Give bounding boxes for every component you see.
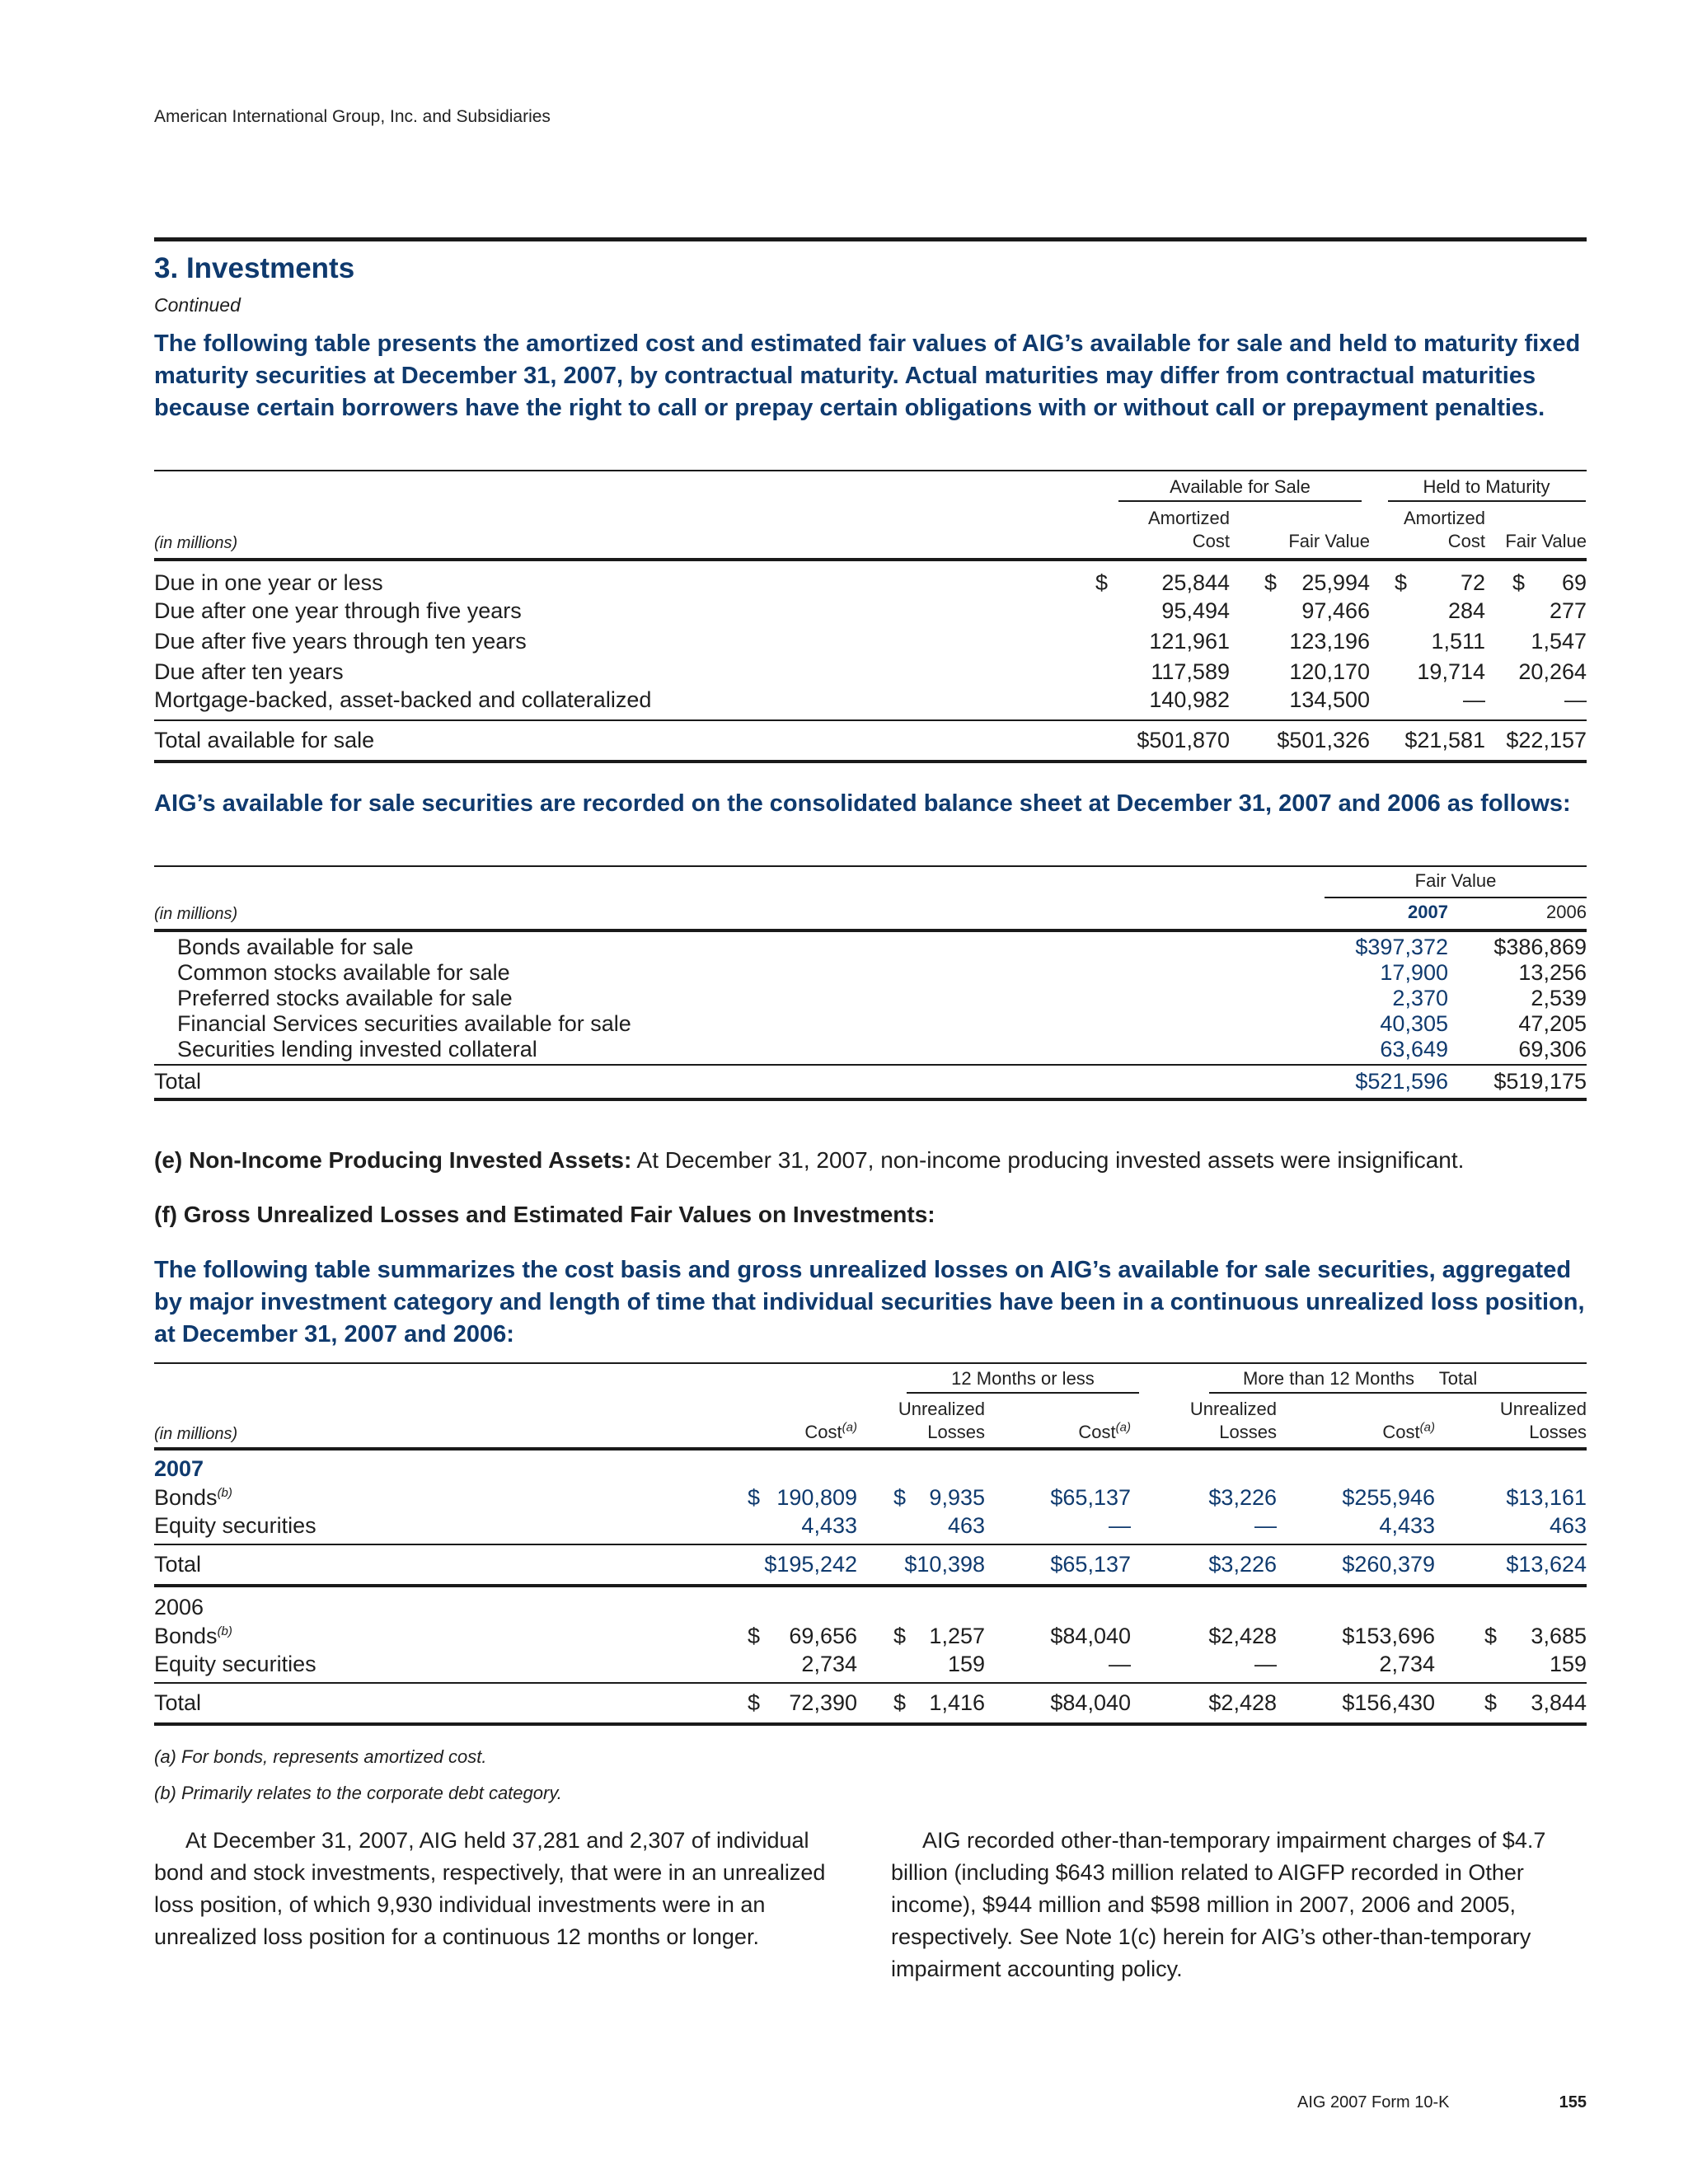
- col-losses: Losses: [927, 1422, 985, 1442]
- cell-value: 134,500: [1289, 687, 1370, 712]
- cell-value: —: [1254, 1513, 1277, 1538]
- row-label: Mortgage-backed, asset-backed and collateralized: [154, 687, 652, 712]
- total-label: Total available for sale: [154, 728, 375, 752]
- cell-value: $2,428: [1208, 1623, 1277, 1648]
- cell-value: $10,398: [904, 1552, 985, 1577]
- section-number: 3.: [154, 252, 179, 284]
- year-row: [154, 1586, 1587, 1620]
- total-label: Total: [154, 1069, 202, 1094]
- table-row: Bonds$^{(b)}$ $ 69,656 $ 1,257 $84,040 $2,428 $153,696 $ 3,685: [154, 1620, 1587, 1652]
- intro-paragraph-1: The following table presents the amortized cost and estimated fair values of AIG’s available for sale and held to maturity fixed maturity securities at December 31, 2007, by contractual maturity. Actual maturities may differ from contractual maturities because certain borrowers have the right to call or prepay certain obligations with or without call or prepayment penalties.: [154, 330, 1581, 421]
- cell-value: 2,539: [1531, 986, 1587, 1010]
- cell-value: 140,982: [1149, 687, 1230, 712]
- cell-value: 19,714: [1417, 659, 1485, 684]
- footer-document: AIG 2007 Form 10-K: [1297, 2093, 1450, 2111]
- col-cost: Cost: [1447, 531, 1485, 551]
- cell-value: 3,844: [1531, 1690, 1587, 1715]
- cell-value: $397,372: [1355, 935, 1448, 959]
- document-page: [154, 0, 1587, 2184]
- maturity-table: [154, 470, 1587, 763]
- cell-value: $156,430: [1342, 1690, 1435, 1715]
- cell-value: 159: [947, 1652, 985, 1676]
- year-label-2006: 2006: [154, 1595, 204, 1619]
- group-total: [1323, 1368, 1587, 1394]
- cell-value: $195,242: [764, 1552, 857, 1577]
- cell-value: $65,137: [1050, 1484, 1131, 1510]
- cell-value: $65,137: [1050, 1552, 1131, 1577]
- units-label: (in millions): [154, 1425, 238, 1443]
- year-2006-header: 2006: [1546, 902, 1587, 922]
- row-label: Bonds: [154, 1484, 218, 1510]
- units-label: (in millions): [154, 534, 238, 552]
- cell-value: 97,466: [1301, 598, 1370, 623]
- section-title-text: Investments: [185, 252, 355, 284]
- row-label: Preferred stocks available for sale: [177, 986, 513, 1010]
- cell-value: $13,161: [1506, 1484, 1587, 1510]
- total-row: [154, 1544, 1587, 1586]
- row-label: Equity securities: [154, 1652, 316, 1676]
- fair-value-table: [154, 865, 1587, 1101]
- total-row: [154, 720, 1587, 762]
- cell-value: 72,390: [789, 1690, 857, 1715]
- cell-value: $3,226: [1208, 1484, 1277, 1510]
- footnote-marker: (b): [217, 1624, 232, 1638]
- cell-value: 123,196: [1289, 629, 1370, 654]
- cell-value: 72: [1460, 570, 1485, 595]
- group-12-months-label: 12 Months or less: [907, 1368, 1139, 1394]
- table-row: [154, 1513, 1587, 1544]
- row-label: Common stocks available for sale: [177, 960, 510, 985]
- table-row: [154, 687, 1587, 720]
- maturity-group-header-row: [154, 471, 1587, 507]
- col-fair-value: Fair Value: [1288, 531, 1370, 551]
- cell-value: $84,040: [1050, 1623, 1131, 1648]
- total-label: Total: [154, 1690, 202, 1715]
- fair-value-year-row: [154, 901, 1587, 930]
- row-label: Equity securities: [154, 1513, 316, 1538]
- col-cost: Cost: [1192, 531, 1230, 551]
- footnote-a: (a) For bonds, represents amortized cost.: [154, 1746, 487, 1767]
- cell-value: 1,257: [929, 1623, 985, 1648]
- col-unrealized: Unrealized: [1499, 1399, 1587, 1419]
- cell-value: $153,696: [1342, 1623, 1435, 1648]
- cell-value: $21,581: [1404, 728, 1485, 752]
- cell-value: 2,734: [1379, 1652, 1435, 1676]
- cell-value: $521,596: [1355, 1069, 1448, 1094]
- fair-value-group-label: Fair Value: [1325, 870, 1587, 898]
- company-header: American International Group, Inc. and Subsidiaries: [154, 107, 551, 126]
- cell-value: 159: [1549, 1652, 1587, 1676]
- htm-group-label: Held to Maturity: [1388, 476, 1586, 502]
- footnote-marker: (b): [217, 1485, 232, 1500]
- col-amortized: Amortized: [1403, 508, 1485, 528]
- cell-value: 69,656: [789, 1623, 857, 1648]
- cell-value: 3,685: [1531, 1623, 1587, 1648]
- loss-column-header-row: [154, 1398, 1587, 1449]
- cell-value: —: [1109, 1513, 1131, 1538]
- section-title: [154, 252, 354, 285]
- table-row: [154, 930, 1587, 960]
- row-label: Due after five years through ten years: [154, 629, 527, 654]
- year-2007-header: 2007: [1408, 902, 1448, 922]
- col-amortized: Amortized: [1147, 508, 1230, 528]
- body-paragraph-left: At December 31, 2007, AIG held 37,281 and 2,307 of individual bond and stock investments, respectively, that were in an unrealized loss position, of which 9,930 individual investments were in an unrealized loss position for a continuous 12 months or longer.: [154, 1828, 826, 1949]
- cell-value: 40,305: [1380, 1011, 1448, 1036]
- units-label: (in millions): [154, 905, 238, 923]
- paragraph-e: [154, 1147, 1464, 1174]
- total-row: [154, 1065, 1587, 1099]
- intro-paragraph-3: The following table summarizes the cost basis and gross unrealized losses on AIG’s available for sale securities, aggregated by major investment category and length of time that individual securities have been in a continuous unrealized loss position, at December 31, 2007 and 2006:: [154, 1257, 1585, 1347]
- total-label: Total: [154, 1552, 202, 1577]
- cell-value: $3,226: [1208, 1552, 1277, 1577]
- col-fair-value: Fair Value: [1505, 531, 1587, 551]
- cell-value: 63,649: [1380, 1037, 1448, 1062]
- cell-value: 1,547: [1531, 629, 1587, 654]
- cell-value: $260,379: [1342, 1552, 1435, 1577]
- intro-paragraph-2: AIG’s available for sale securities are recorded on the consolidated balance sheet at December 31, 2007 and 2006 as follows:: [154, 790, 1571, 817]
- cell-value: 25,844: [1161, 570, 1230, 595]
- row-label: Securities lending invested collateral: [177, 1037, 537, 1062]
- total-row: Total $ 72,390 $ 1,416 $84,040 $2,428 $156,430 $ 3,844: [154, 1683, 1587, 1724]
- cell-value: 284: [1447, 598, 1485, 623]
- section-rule: [154, 237, 1587, 241]
- cell-value: $2,428: [1208, 1690, 1277, 1715]
- cell-value: —: [1463, 687, 1485, 712]
- body-column-left: [154, 1825, 844, 1953]
- row-label: Due after ten years: [154, 659, 344, 684]
- row-label: Due after one year through five years: [154, 598, 522, 623]
- cell-value: $22,157: [1506, 728, 1587, 752]
- cell-value: 69,306: [1518, 1037, 1587, 1062]
- footnote-marker: (a): [1115, 1420, 1131, 1435]
- cell-value: —: [1109, 1652, 1131, 1676]
- cell-value: 190,809: [776, 1484, 857, 1510]
- cell-value: 1,416: [929, 1690, 985, 1715]
- body-column-right: [891, 1825, 1587, 1985]
- unrealized-loss-table: [154, 1362, 1587, 1726]
- cell-value: 13,256: [1518, 960, 1587, 985]
- footnote-marker: (a): [1419, 1420, 1435, 1435]
- table-row: [154, 986, 1587, 1011]
- cell-value: 9,935: [929, 1484, 985, 1510]
- cell-value: —: [1564, 687, 1587, 712]
- col-cost: Cost: [1382, 1422, 1420, 1442]
- cell-value: 17,900: [1380, 960, 1448, 985]
- col-unrealized: Unrealized: [1189, 1399, 1277, 1419]
- paragraph-e-label: (e) Non-Income Producing Invested Assets:: [154, 1147, 632, 1173]
- cell-value: 463: [1549, 1513, 1587, 1538]
- cell-value: 277: [1549, 598, 1587, 623]
- table-row: [154, 626, 1587, 657]
- footnote-b: (b) Primarily relates to the corporate debt category.: [154, 1783, 562, 1803]
- cell-value: 25,994: [1301, 570, 1370, 595]
- col-losses: Losses: [1219, 1422, 1277, 1442]
- year-label-2007: 2007: [154, 1456, 204, 1481]
- cell-value: 4,433: [1379, 1513, 1435, 1538]
- continued-label: Continued: [154, 294, 241, 316]
- group-total-label: Total: [1329, 1368, 1587, 1394]
- paragraph-f: [154, 1202, 935, 1228]
- cell-value: $255,946: [1342, 1484, 1435, 1510]
- table-row: [154, 1011, 1587, 1037]
- paragraph-e-text: At December 31, 2007, non-income producing invested assets were insignificant.: [636, 1147, 1465, 1173]
- cell-value: $519,175: [1493, 1069, 1587, 1094]
- cell-value: 1,511: [1431, 629, 1485, 654]
- cell-value: 20,264: [1518, 659, 1587, 684]
- year-row: [154, 1449, 1587, 1482]
- table-row: Due in one year or less $ 25,844 $ 25,994 $ 72 $ 69: [154, 560, 1587, 596]
- paragraph-f-label: (f) Gross Unrealized Losses and Estimated Fair Values on Investments:: [154, 1202, 935, 1227]
- table-row: [154, 960, 1587, 986]
- cell-value: 120,170: [1289, 659, 1370, 684]
- col-cost: Cost: [804, 1422, 842, 1442]
- row-label: Bonds available for sale: [177, 935, 414, 959]
- row-label: Bonds: [154, 1623, 218, 1648]
- body-paragraph-right: AIG recorded other-than-temporary impairment charges of $4.7 billion (including $643 million related to AIGFP recorded in Other income), $944 million and $598 million in 2007, 2006 and 2005, respectively. See Note 1(c) herein for AIG’s other-than-temporary impairment accounting policy.: [891, 1828, 1546, 1981]
- col-unrealized: Unrealized: [898, 1399, 985, 1419]
- row-label: Due in one year or less: [154, 570, 383, 595]
- fair-value-group-row: [154, 866, 1587, 901]
- row-label: Financial Services securities available for sale: [177, 1011, 631, 1036]
- cell-value: $501,870: [1137, 728, 1230, 752]
- cell-value: 47,205: [1518, 1011, 1587, 1036]
- cell-value: —: [1254, 1652, 1277, 1676]
- table-row: [154, 1652, 1587, 1683]
- cell-value: 121,961: [1149, 629, 1230, 654]
- page-number: 155: [1559, 2093, 1587, 2111]
- table-row: [154, 657, 1587, 687]
- afs-group-label: Available for Sale: [1118, 476, 1362, 502]
- table-row: Bonds$^{(b)}$ $ 190,809 $ 9,935 $65,137 $3,226 $255,946 $13,161: [154, 1482, 1587, 1513]
- cell-value: 117,589: [1151, 659, 1230, 684]
- cell-value: $13,624: [1506, 1552, 1587, 1577]
- cell-value: 95,494: [1161, 598, 1230, 623]
- cell-value: 4,433: [801, 1513, 857, 1538]
- cell-value: 69: [1561, 570, 1587, 595]
- footnote-marker: (a): [842, 1420, 857, 1435]
- cell-value: 2,734: [801, 1652, 857, 1676]
- cell-value: $84,040: [1050, 1690, 1131, 1715]
- cell-value: 2,370: [1392, 986, 1448, 1010]
- col-losses: Losses: [1529, 1422, 1587, 1442]
- maturity-column-header-row: [154, 507, 1587, 560]
- table-row: [154, 596, 1587, 626]
- cell-value: $386,869: [1493, 935, 1587, 959]
- table-row: [154, 1037, 1587, 1065]
- cell-value: $501,326: [1277, 728, 1370, 752]
- cell-value: 463: [947, 1513, 985, 1538]
- col-cost: Cost: [1078, 1422, 1116, 1442]
- group-more-than-12-label: More than 12 Months: [1209, 1368, 1448, 1394]
